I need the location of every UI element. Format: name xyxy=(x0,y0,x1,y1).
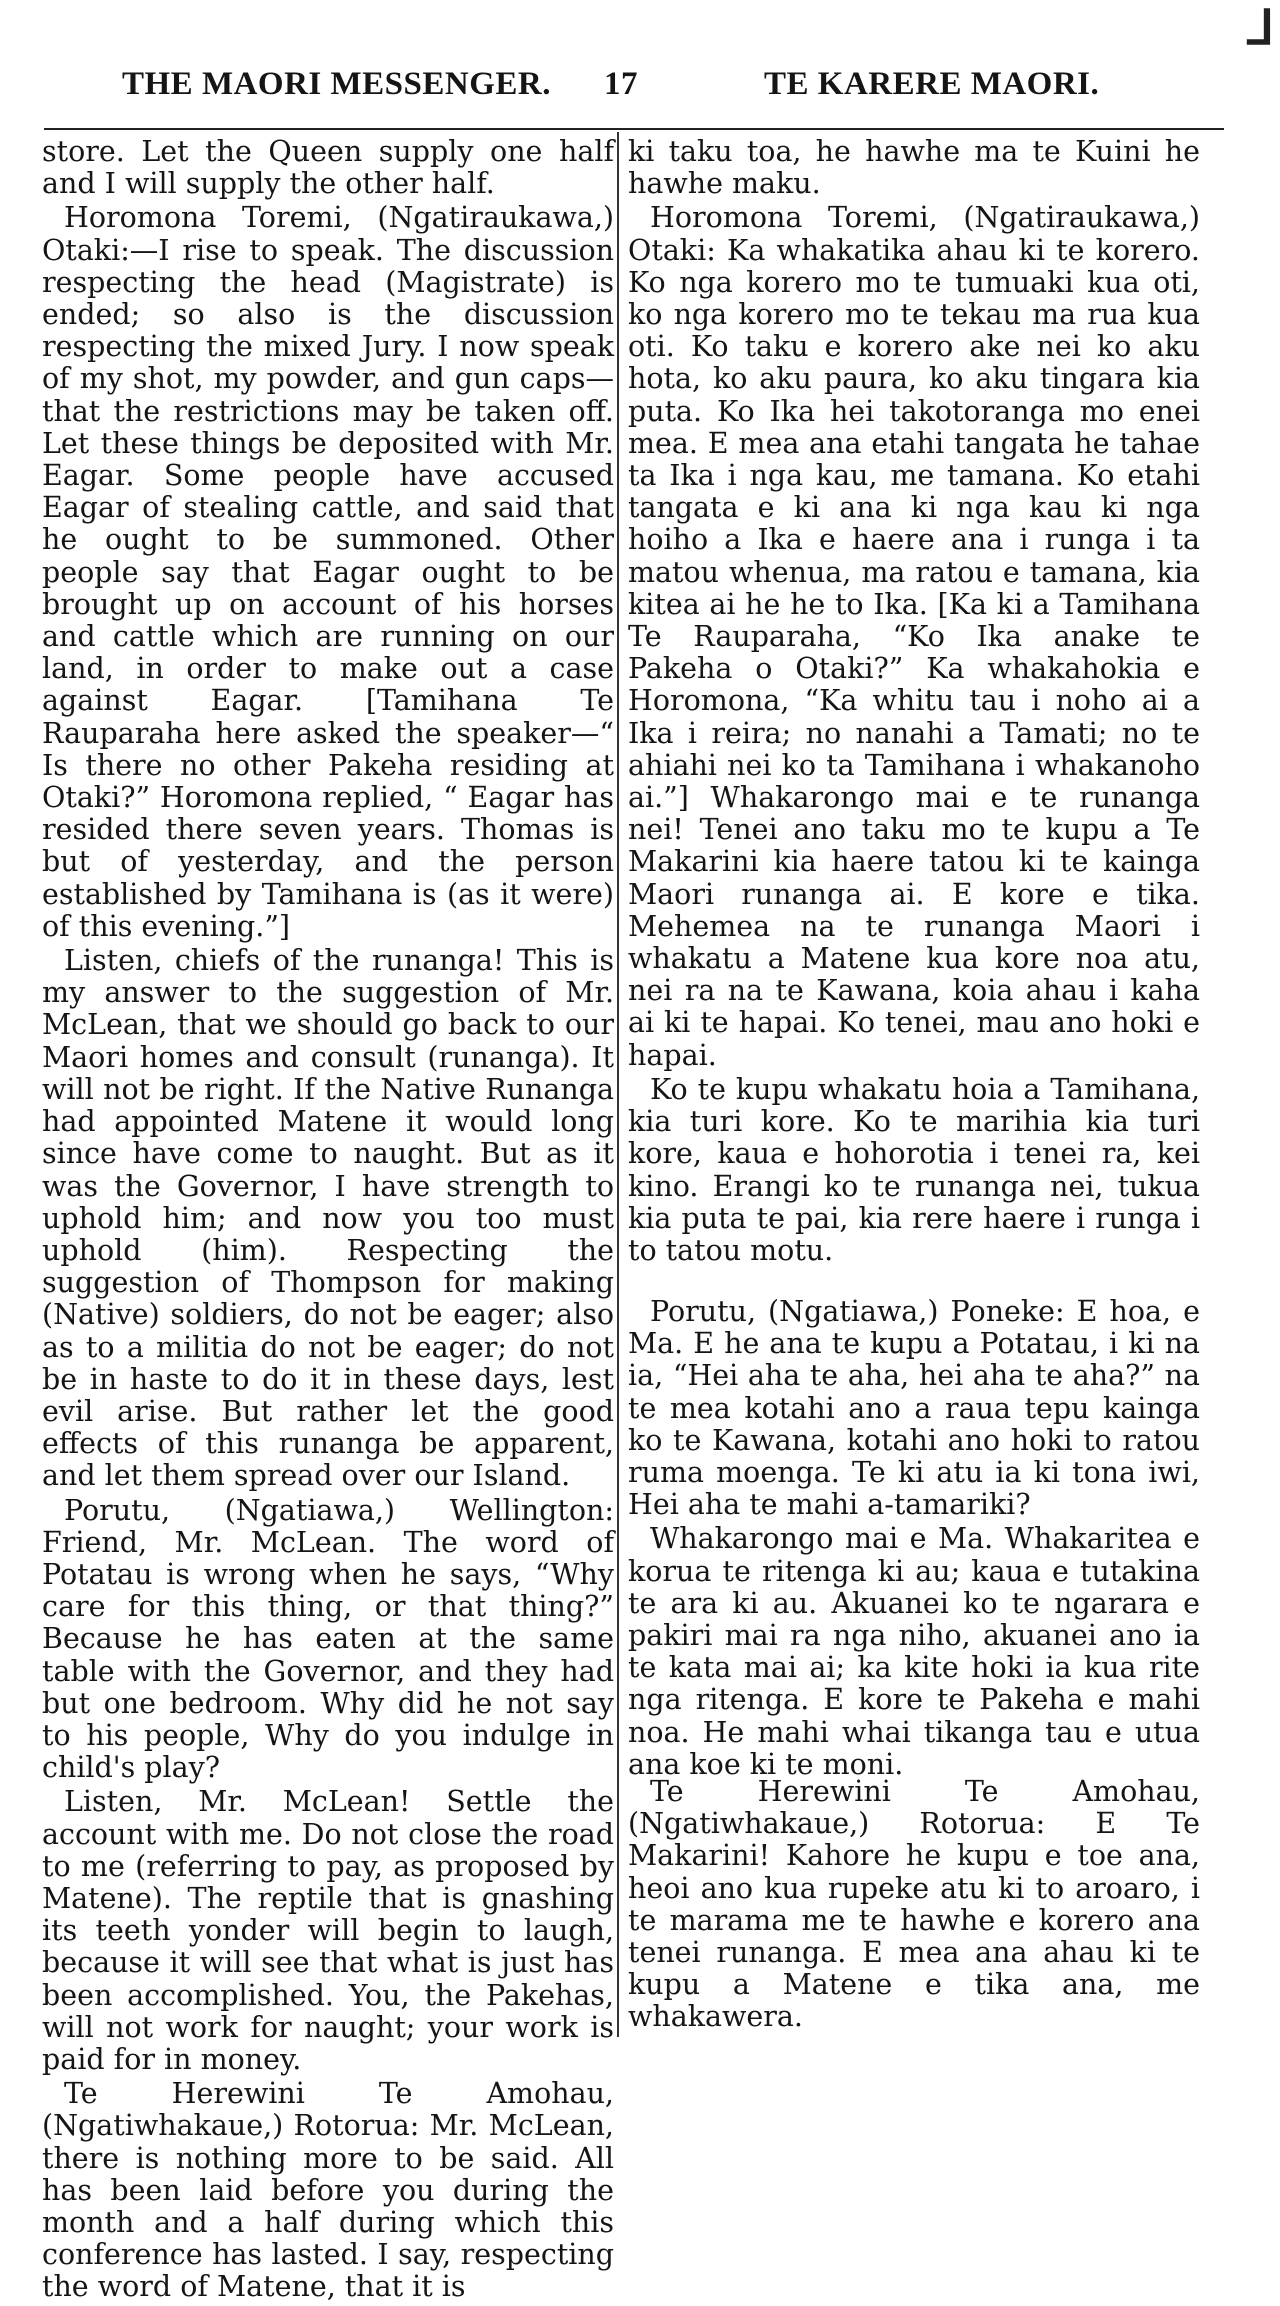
paragraph: Porutu, (Ngatiawa,) Poneke: E hoa, e Ma. E he ana te kupu a Potatau, i ki na ia, “Hei aha te aha, hei aha te aha?” na te mea kotahi ano a raua tepu kainga ko te Kawana, kotahi ano hoki to ratou ruma moenga. Te ki atu ia ki tona iwi, Hei aha te mahi a-tamariki? xyxy=(628,1295,1200,1522)
paragraph: Te Herewini Te Amohau, (Ngatiwhakaue,) Rotorua: Mr. McLean, there is nothing more to be said. All has been laid before you during the month and a half during which this conference has lasted. I say, respecting the word of Matene, that it is xyxy=(42,2077,614,2304)
paragraph: Horomona Toremi, (Ngatiraukawa,) Otaki:—I rise to speak. The discussion respecting the head (Magistrate) is ended; so also is the discussion respecting the mixed Jury. I now speak of my shot, my powder, and gun caps—that the restrictions may be taken off. Let these things be deposited with Mr. Eagar. Some people have accused Eagar of stealing cattle, and said that he ought to be summoned. Other people say that Eagar ought to be brought up on account of his horses and cattle which are running on our land, in order to make out a case against Eagar. [Tamihana Te Rauparaha here asked the speaker—“ Is there no other Pakeha residing at Otaki?” Horomona replied, “ Eagar has resided there seven years. Thomas is but of yesterday, and the person established by Tamihana is (as it were) of this evening.”] xyxy=(42,201,614,943)
paragraph: Horomona Toremi, (Ngatiraukawa,) Otaki: Ka whakatika ahau ki te korero. Ko nga korero mo te tumuaki kua oti, ko nga korero mo te tekau ma rua kua oti. Ko taku e korero ake nei ko aku hota, ko aku paura, ko aku tingara kia puta. Ko Ika hei takotoranga mo enei mea. E mea ana etahi tangata he tahae ta Ika i nga kau, me tamana. Ko etahi tangata e ki ana ki nga kau ki nga hoiho a Ika e haere ana i runga i ta matou whenua, ma ratou e tamana, kia kitea ai he he to Ika. [Ka ki a Tamihana Te Rauparaha, “Ko Ika anake te Pakeha o Otaki?” Ka whakahokia e Horomona, “Ka whitu tau i noho ai a Ika i reira; no nanahi a Tamati; no te ahiahi nei ko ta Tamihana i whakanoho ai.”] Whakarongo mai e te runanga nei! Tenei ano taku mo te kupu a Te Makarini kia haere tatou ki te kainga Maori runanga ai. E kore e tika. Mehemea na te runanga Maori i whakatu a Matene kua kore noa atu, nei ra na te Kawana, koia ahau i kaha ai ki te hapai. Ko tenei, mau ano hoki e hapai. xyxy=(628,201,1200,1072)
english-column xyxy=(42,136,614,2306)
header-maori-title: TE KARERE MAORI. xyxy=(764,66,1100,102)
paragraph: Ko te kupu whakatu hoia a Tamihana, kia turi kore. Ko te marihia kia turi kore, kaua e hohorotia i tenei ra, kei kino. Erangi ko te runanga nei, tukua kia puta te pai, kia rere haere i runga i to tatou motu. xyxy=(628,1072,1200,1267)
header-english-title: THE MAORI MESSENGER. xyxy=(122,66,551,102)
maori-block-porutu xyxy=(628,1296,1200,1783)
maori-block-herewini xyxy=(628,1776,1200,2036)
header-rule xyxy=(44,128,1224,130)
maori-block-horomona xyxy=(628,136,1200,1269)
paragraph: store. Let the Queen supply one half and I will supply the other half. xyxy=(42,135,614,201)
column-divider xyxy=(617,132,619,2037)
page-number: 17 xyxy=(604,66,638,102)
paragraph: Listen, chiefs of the runanga! This is my answer to the suggestion of Mr. McLean, that we should go back to our Maori homes and consult (runanga). It will not be right. If the Native Runanga had appointed Matene it would long since have come to naught. But as it was the Governor, I have strength to uphold him; and now you too must uphold (him). Respecting the suggestion of Thompson for making (Native) soldiers, do not be eager; also as to a militia do not be eager; do not be in haste to do it in these days, lest evil arise. But rather let the good effects of this runanga be apparent, and let them spread over our Island. xyxy=(42,944,614,1493)
paragraph: Listen, Mr. McLean! Settle the account with me. Do not close the road to me (referring to pay, as proposed by Matene). The reptile that is gnashing its teeth yonder will begin to laugh, because it will see that what is just has been accomplished. You, the Pakehas, will not work for naught; your work is paid for in money. xyxy=(42,1785,614,2076)
paragraph: Porutu, (Ngatiawa,) Wellington: Friend, Mr. McLean. The word of Potatau is wrong when he says, “Why care for this thing, or that thing?” Because he has eaten at the same table with the Governor, and they had but one bedroom. Why did he not say to his people, Why do you indulge in child's play? xyxy=(42,1493,614,1785)
paragraph: ki taku toa, he hawhe ma te Kuini he hawhe maku. xyxy=(628,135,1200,201)
paragraph: Te Herewini Te Amohau, (Ngatiwhakaue,) Rotorua: E Te Makarini! Kahore he kupu e toe ana, heoi ano kua rupeke atu ki to aroaro, i te marama me te hawhe e korero ana tenei runanga. E mea ana ahau ki te kupu a Matene e tika ana, me whakawera. xyxy=(628,1775,1200,2034)
page-header xyxy=(44,66,1224,110)
paragraph: Whakarongo mai e Ma. Whakaritea e korua te ritenga ki au; kaua e tutakina te ara ki au. Akuanei ko te ngarara e pakiri mai ra nga niho, akuanei ano ia te kata mai ai; ka kite hoki ia kua rite nga ritenga. E kore te Pakeha e mahi noa. He mahi whai tikanga tau e utua ana koe ki te moni. xyxy=(628,1522,1200,1781)
corner-mark: ᒧ xyxy=(1244,0,1274,56)
